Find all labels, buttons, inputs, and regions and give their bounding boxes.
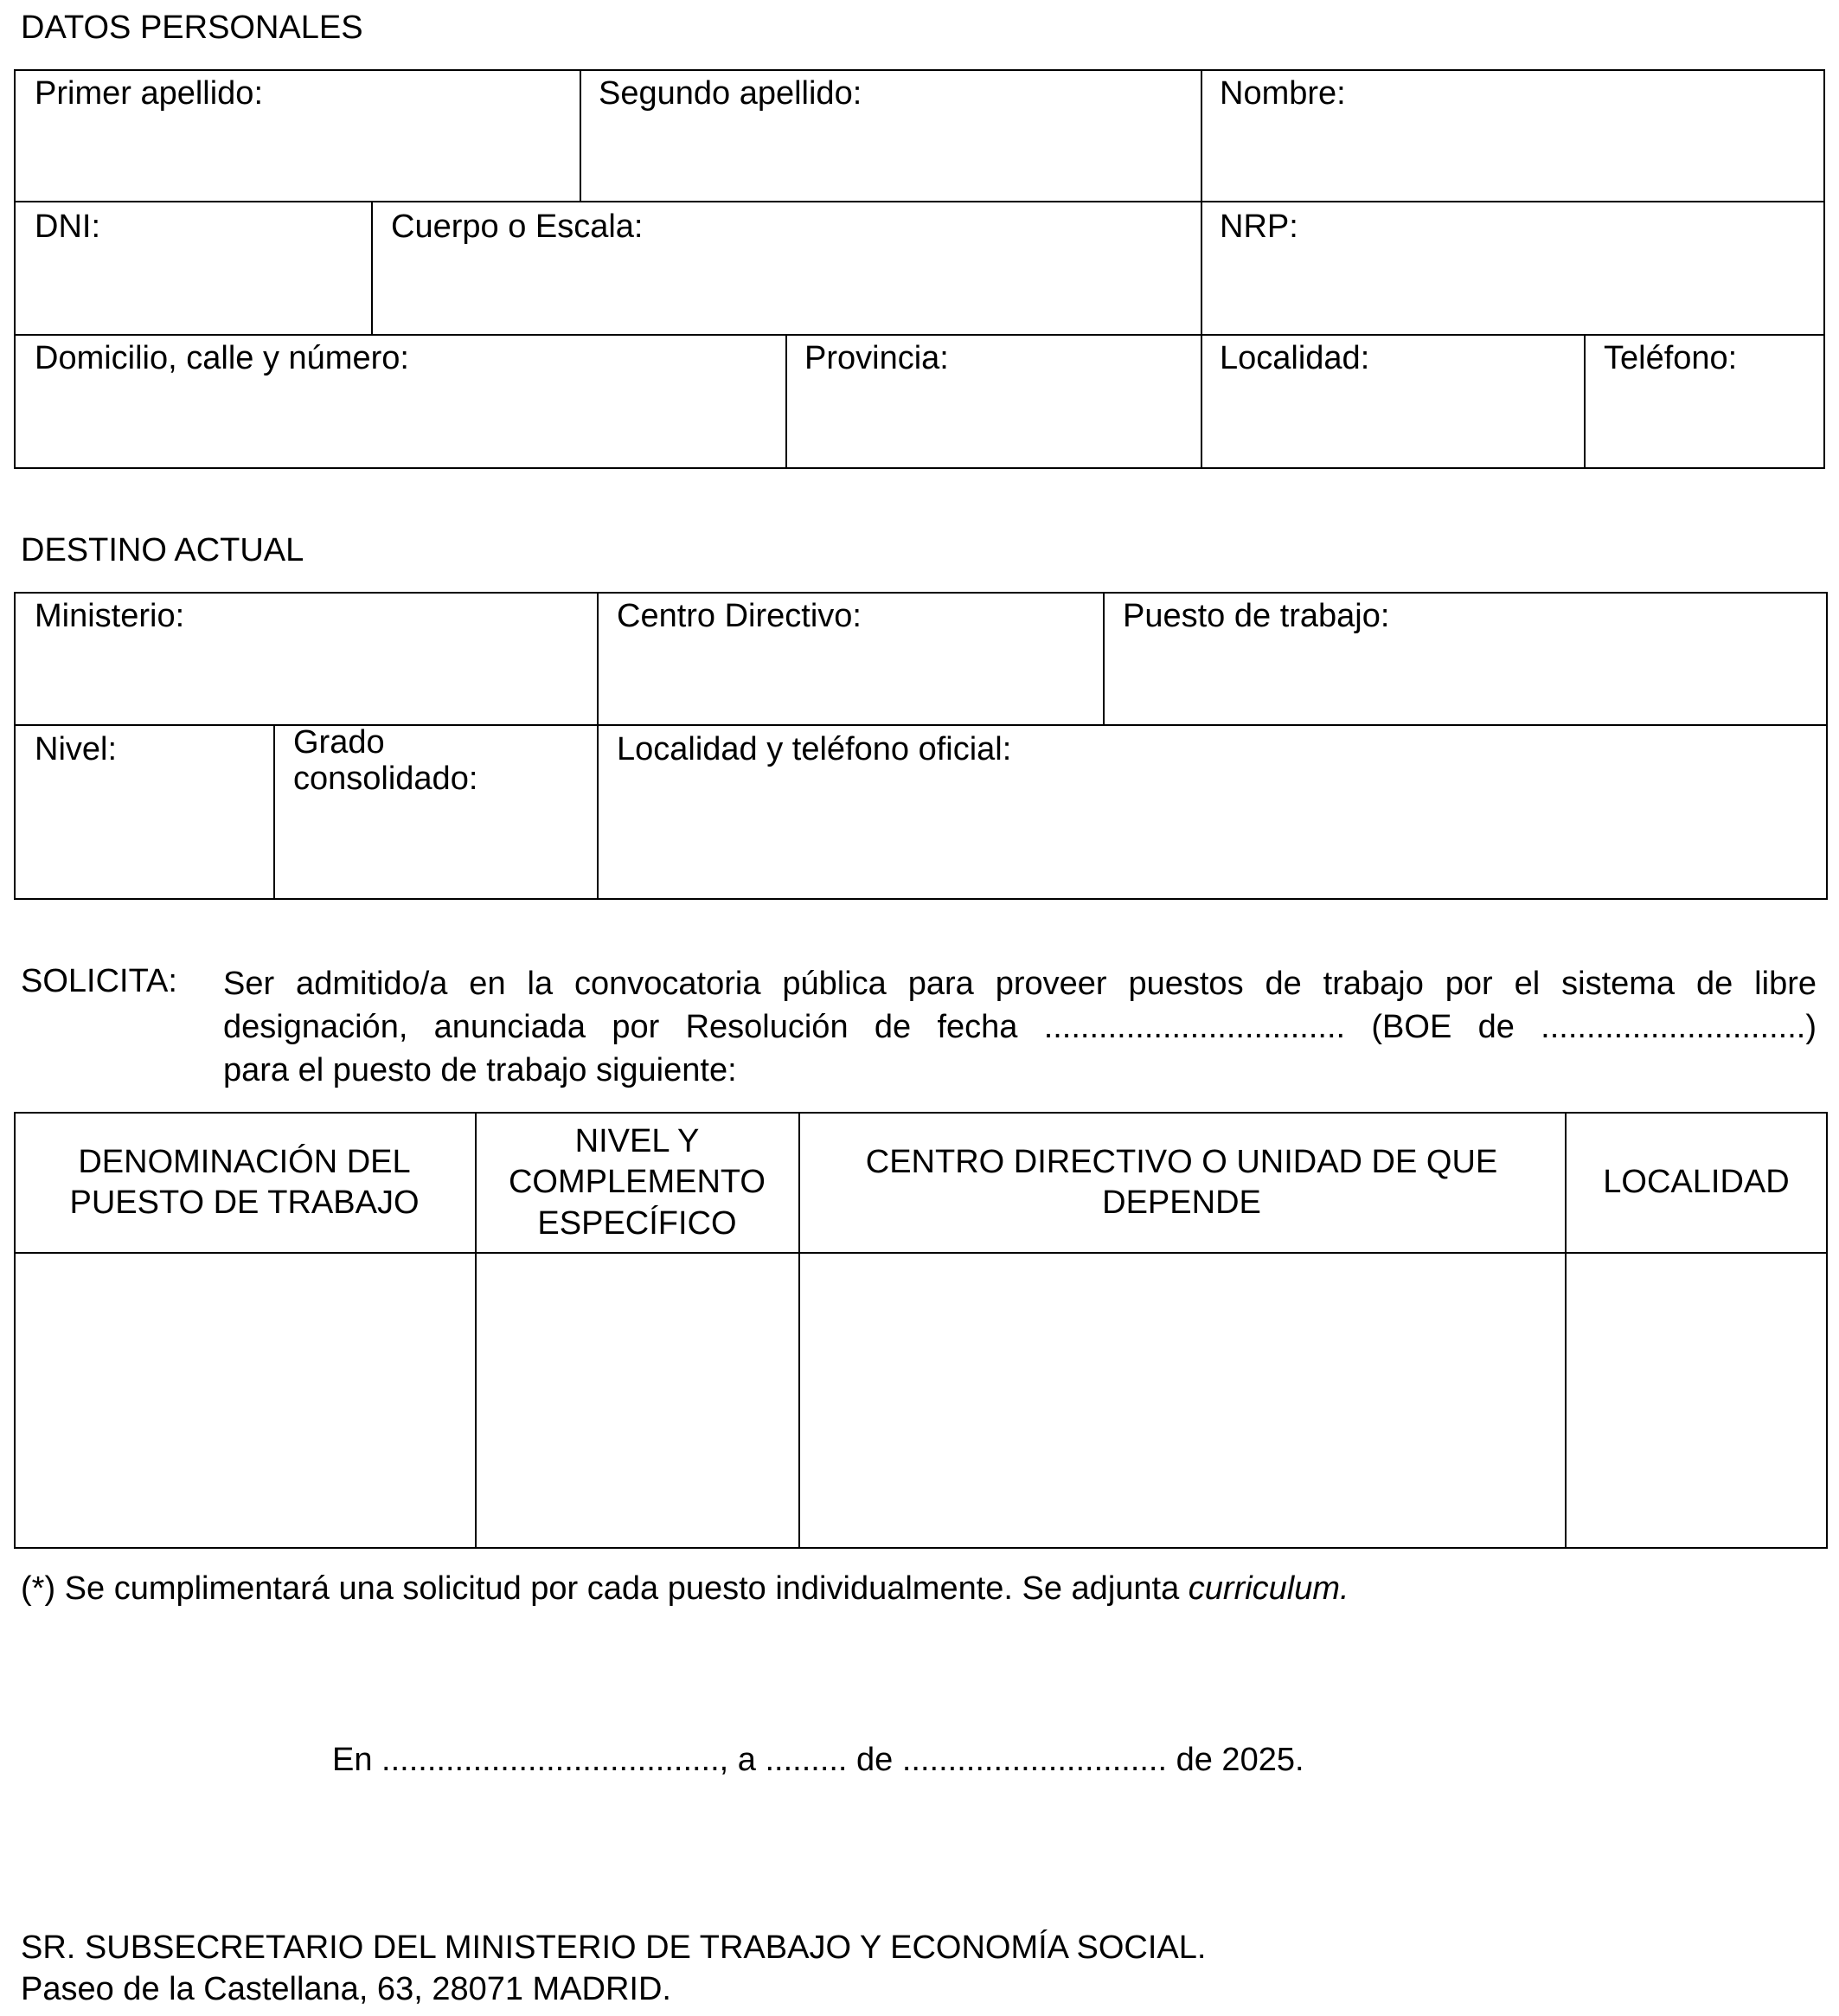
footnote-text: (*) Se cumplimentará una solicitud por cada puesto individualmente. Se adjunta: [21, 1570, 1189, 1607]
grado-line2: consolidado:: [293, 760, 478, 797]
col-divider: [1201, 69, 1202, 469]
header-centro-directivo: CENTRO DIRECTIVO O UNIDAD DE QUE DEPENDE: [865, 1143, 1498, 1221]
field-nrp[interactable]: NRP:: [1220, 209, 1298, 245]
grado-line1: Grado: [293, 724, 385, 761]
addressee: [21, 1928, 1206, 2010]
footnote: [21, 1570, 1349, 1609]
field-nombre[interactable]: Nombre:: [1220, 75, 1346, 112]
solicita-line1: Ser admitido/a en la convocatoria pública para proveer puestos de trabajo por el sistema de libre: [223, 966, 1817, 1002]
addressee-line1: SR. SUBSECRETARIO DEL MINISTERIO DE TRABAJO Y ECONOMÍA SOCIAL.: [21, 1929, 1207, 1966]
input-denominacion[interactable]: [16, 1254, 475, 1547]
field-localidad-telefono-oficial[interactable]: Localidad y teléfono oficial:: [617, 731, 1012, 767]
input-localidad[interactable]: [1567, 1254, 1826, 1547]
field-nivel[interactable]: Nivel:: [35, 731, 118, 767]
field-dni[interactable]: DNI:: [35, 209, 100, 245]
solicita-line3: para el puesto de trabajo siguiente:: [223, 1052, 737, 1089]
row-divider: [14, 724, 1828, 726]
solicita-line2: designación, anunciada por Resolución de fecha ................................. (BOE de .............................): [223, 1009, 1817, 1046]
field-centro-directivo[interactable]: Centro Directivo:: [617, 598, 862, 634]
col-divider: [371, 201, 373, 335]
col-divider: [1103, 592, 1105, 725]
datos-personales-border: [14, 69, 1825, 469]
header-denominacion: DENOMINACIÓN DEL PUESTO DE TRABAJO: [69, 1143, 420, 1221]
solicita-label: SOLICITA:: [21, 963, 177, 999]
field-grado-consolidado[interactable]: [293, 725, 477, 798]
field-provincia[interactable]: Provincia:: [804, 340, 949, 376]
input-centro-directivo[interactable]: [800, 1254, 1565, 1547]
field-telefono[interactable]: Teléfono:: [1604, 340, 1738, 376]
field-ministerio[interactable]: Ministerio:: [35, 598, 185, 634]
field-localidad[interactable]: Localidad:: [1220, 340, 1370, 376]
addressee-line2: Paseo de la Castellana, 63, 28071 MADRID.: [21, 1970, 671, 2007]
col-divider: [597, 592, 599, 900]
section-heading-datos-personales: DATOS PERSONALES: [21, 10, 363, 46]
header-nivel-complemento: NIVEL Y COMPLEMENTO ESPECÍFICO: [508, 1122, 766, 1242]
row-divider: [14, 334, 1825, 336]
field-primer-apellido[interactable]: Primer apellido:: [35, 75, 263, 112]
col-divider: [273, 724, 275, 900]
row-divider: [14, 201, 1825, 202]
field-segundo-apellido[interactable]: Segundo apellido:: [599, 75, 862, 112]
col-divider: [580, 69, 581, 202]
footnote-italic: curriculum.: [1188, 1570, 1349, 1607]
input-nivel-complemento[interactable]: [477, 1254, 798, 1547]
field-domicilio[interactable]: Domicilio, calle y número:: [35, 340, 409, 376]
col-divider: [785, 334, 787, 469]
date-line[interactable]: En ....................................., a ......... de ............................. de 2025.: [332, 1742, 1304, 1778]
solicita-text: [223, 962, 1817, 1092]
field-cuerpo-escala[interactable]: Cuerpo o Escala:: [391, 209, 644, 245]
field-puesto-trabajo[interactable]: Puesto de trabajo:: [1123, 598, 1390, 634]
col-divider: [1584, 334, 1586, 469]
section-heading-destino-actual: DESTINO ACTUAL: [21, 532, 304, 568]
header-localidad: LOCALIDAD: [1603, 1164, 1790, 1201]
